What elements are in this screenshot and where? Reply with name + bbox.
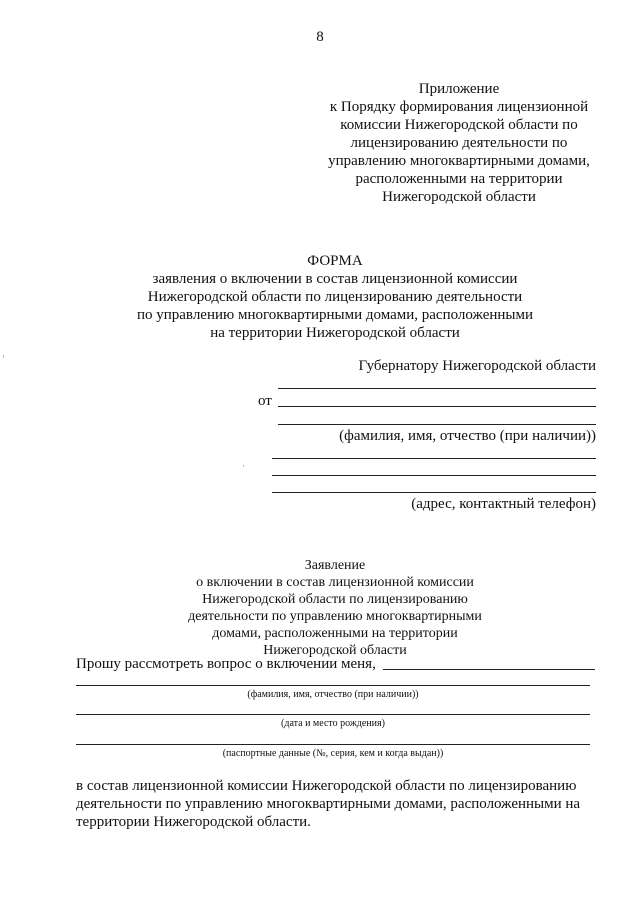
caption-passport: (паспортные данные (№, серия, кем и когда выдан)) (222, 748, 444, 759)
form-title (110, 252, 560, 342)
appendix-line: расположенными на территории (355, 171, 563, 187)
statement-line: о включении в состав лицензионной комиссии (196, 575, 474, 590)
address-line-1 (272, 458, 596, 459)
statement-heading: Заявление (304, 558, 366, 573)
page-number: 8 (316, 29, 324, 45)
request-name-fill (383, 669, 595, 670)
appendix-block (300, 80, 618, 206)
form-title-line: на территории Нижегородской области (210, 325, 460, 341)
appendix-line: Нижегородской области (382, 189, 536, 205)
closing-line: в состав лицензионной комиссии Нижегородской области по лицензированию (76, 778, 577, 794)
address-line-2 (272, 475, 596, 476)
request-text: Прошу рассмотреть вопрос о включении меня, (76, 656, 376, 672)
name-full-line (76, 685, 590, 686)
name-line-2 (278, 406, 596, 407)
address-caption: (адрес, контактный телефон) (411, 496, 596, 512)
statement-line: Нижегородской области по лицензированию (202, 592, 468, 607)
form-title-line: по управлению многоквартирными домами, расположенными (136, 307, 534, 323)
statement-line: Нижегородской области (263, 643, 407, 658)
form-heading: ФОРМА (307, 253, 363, 269)
appendix-line: управлению многоквартирными домами, (328, 153, 590, 169)
closing-line: территории Нижегородской области. (76, 814, 311, 830)
birth-line (76, 714, 590, 715)
passport-line (76, 744, 590, 745)
name-caption: (фамилия, имя, отчество (при наличии)) (339, 428, 596, 444)
name-line-3 (278, 424, 596, 425)
form-title-line: Нижегородской области по лицензированию деятельности (147, 289, 523, 305)
scan-speck (243, 465, 244, 467)
scan-speck (3, 355, 4, 358)
caption-birth: (дата и место рождения) (281, 718, 385, 729)
address-line-3 (272, 492, 596, 493)
closing-line: деятельности по управлению многоквартирными домами, расположенными на (76, 796, 581, 812)
statement-block (140, 557, 530, 659)
appendix-line: Приложение (418, 81, 500, 97)
caption-name: (фамилия, имя, отчество (при наличии)) (247, 689, 419, 700)
addressee-governor: Губернатору Нижегородской области (358, 358, 596, 374)
from-label: от (258, 393, 272, 409)
appendix-line: комиссии Нижегородской области по (340, 117, 578, 133)
closing-paragraph (76, 777, 600, 831)
name-line-1 (278, 388, 596, 389)
form-title-line: заявления о включении в состав лицензионной комиссии (152, 271, 518, 287)
statement-line: домами, расположенными на территории (212, 626, 458, 641)
appendix-line: лицензированию деятельности по (350, 135, 568, 151)
appendix-line: к Порядку формирования лицензионной (329, 99, 589, 115)
statement-line: деятельности по управлению многоквартирными (188, 609, 482, 624)
